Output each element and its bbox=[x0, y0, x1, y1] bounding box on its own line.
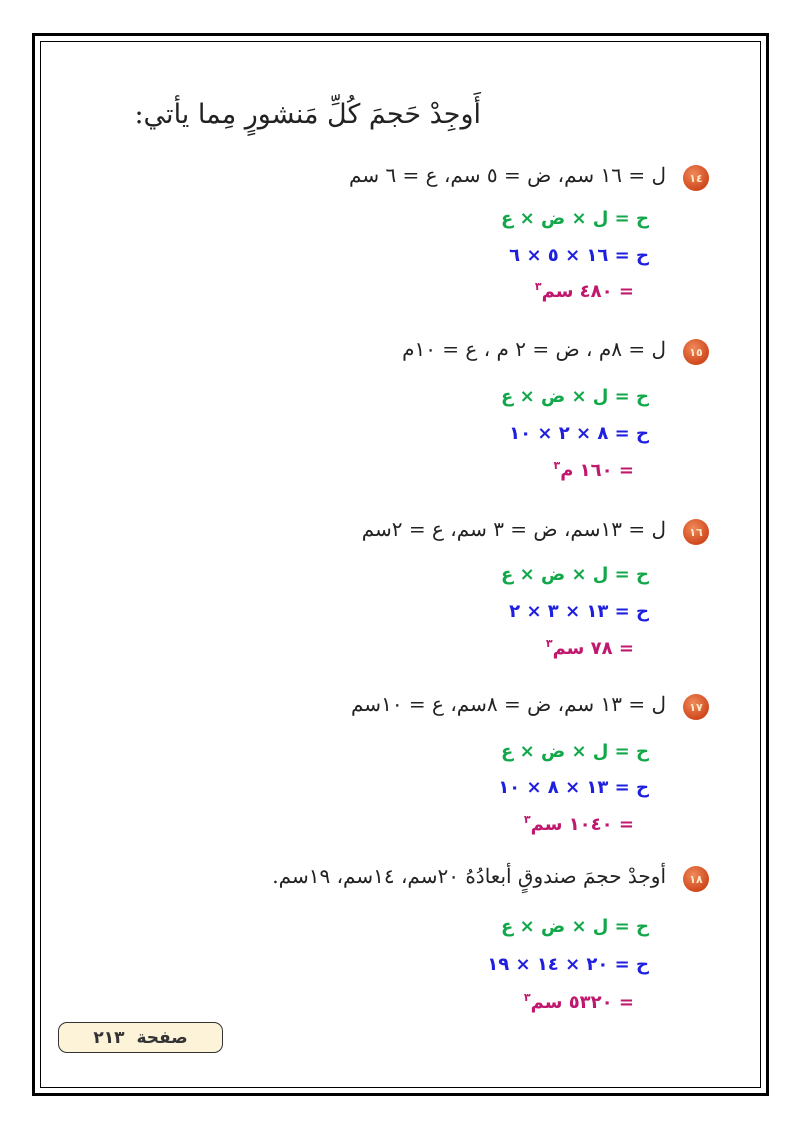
problem-statement: ل = ١٣سم، ض = ٣ سم، ع = ٢سم bbox=[361, 517, 666, 541]
problem-17 bbox=[101, 692, 761, 722]
problem-15 bbox=[101, 337, 761, 367]
worksheet bbox=[40, 41, 761, 1088]
result-line: = ١٠٤٠ سم$^٣$ bbox=[523, 813, 634, 835]
formula-line: ح = ل × ض × ع bbox=[501, 208, 649, 229]
result-line: = ١٦٠ م$^٣$ bbox=[553, 459, 634, 481]
page-label-word: صفحة bbox=[136, 1027, 188, 1048]
formula-line: ح = ل × ض × ع bbox=[501, 564, 649, 585]
page-number-label bbox=[58, 1022, 223, 1053]
problem-16 bbox=[101, 517, 761, 547]
substitution-line: ح = ١٣ × ٨ × ١٠ bbox=[498, 777, 649, 798]
problem-number-badge: ١٤ bbox=[683, 165, 709, 191]
worksheet-heading: أَوجِدْ حَجمَ كُلِّ مَنشورٍ مِما يأتي: bbox=[134, 99, 481, 130]
problem-statement: ل = ١٣ سم، ض = ٨سم، ع = ١٠سم bbox=[351, 692, 666, 716]
formula-line: ح = ل × ض × ع bbox=[501, 916, 649, 937]
substitution-line: ح = ٨ × ٢ × ١٠ bbox=[509, 423, 649, 444]
result-line: = ٥٣٢٠ سم$^٣$ bbox=[523, 991, 634, 1013]
result-line: = ٤٨٠ سم$^٣$ bbox=[534, 280, 634, 302]
substitution-line: ح = ١٣ × ٣ × ٢ bbox=[509, 601, 649, 622]
formula-line: ح = ل × ض × ع bbox=[501, 386, 649, 407]
substitution-line: ح = ٢٠ × ١٤ × ١٩ bbox=[487, 954, 649, 975]
result-line: = ٧٨ سم$^٣$ bbox=[545, 637, 634, 659]
problem-number-badge: ١٧ bbox=[683, 694, 709, 720]
problem-14 bbox=[101, 163, 761, 193]
substitution-line: ح = ١٦ × ٥ × ٦ bbox=[509, 245, 649, 266]
problem-number-badge: ١٨ bbox=[683, 866, 709, 892]
formula-line: ح = ل × ض × ع bbox=[501, 741, 649, 762]
problem-18 bbox=[101, 864, 761, 894]
problem-statement: أوجدْ حجمَ صندوقٍ أبعادُهُ ٢٠سم، ١٤سم، ١٩سم. bbox=[272, 864, 666, 888]
problem-number-badge: ١٦ bbox=[683, 519, 709, 545]
problem-statement: ل = ١٦ سم، ض = ٥ سم، ع = ٦ سم bbox=[349, 163, 666, 187]
problem-number-badge: ١٥ bbox=[683, 339, 709, 365]
problem-statement: ل = ٨م ، ض = ٢ م ، ع = ١٠م bbox=[402, 337, 666, 361]
page-label-number: ٢١٣ bbox=[93, 1027, 125, 1048]
